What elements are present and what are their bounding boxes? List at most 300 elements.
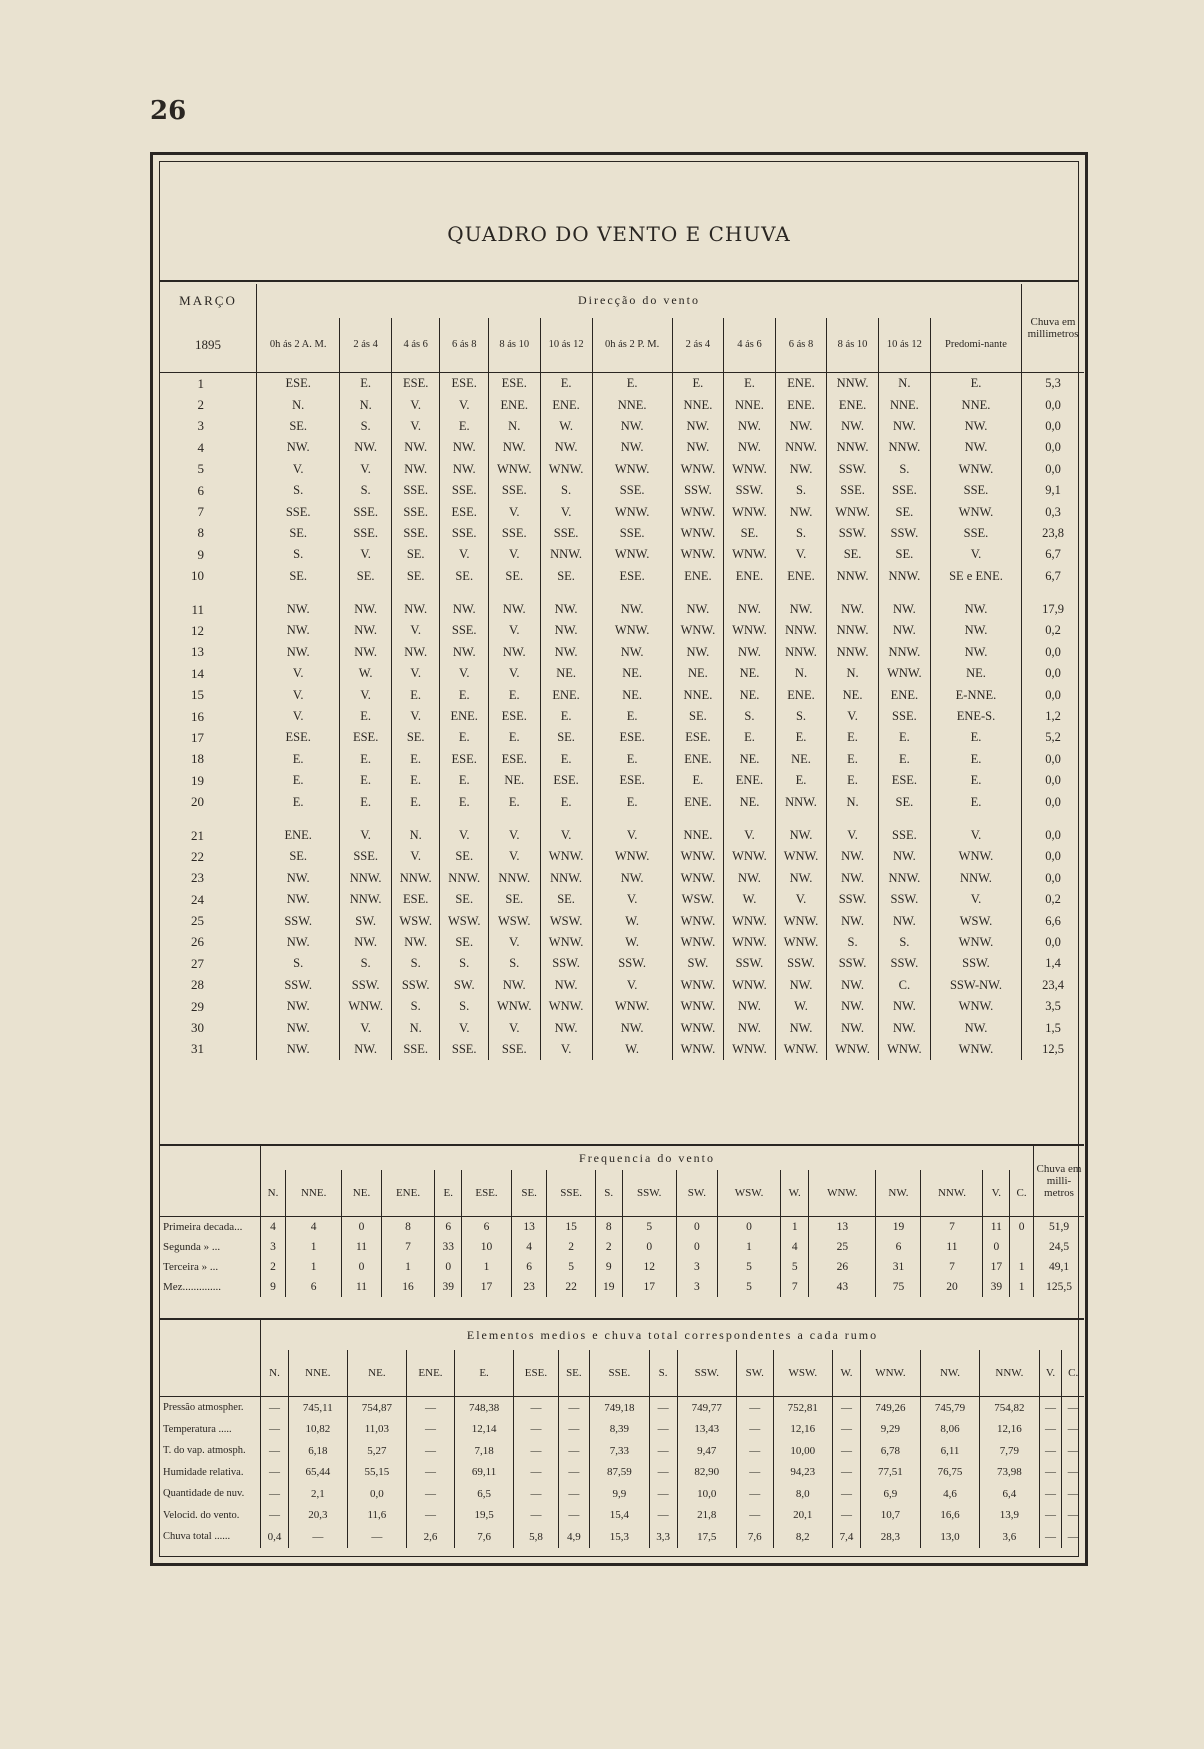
gap-cell <box>724 813 776 825</box>
freq-cell: 0 <box>676 1217 717 1238</box>
direction-cell: NNW. <box>827 620 879 641</box>
rain-cell: 6,7 <box>1022 566 1085 587</box>
direction-column-header: 8 ás 10 <box>488 318 540 373</box>
table-row <box>160 932 1084 953</box>
direction-cell: NNW. <box>488 868 540 889</box>
direction-cell: ENE. <box>775 566 827 587</box>
freq-column-header: S. <box>595 1170 622 1217</box>
direction-cell: SSW. <box>930 953 1021 974</box>
direction-cell: WNW. <box>540 996 592 1017</box>
direction-cell: SSE. <box>488 523 540 544</box>
direction-cell: E. <box>672 770 724 791</box>
direction-cell: WNW. <box>540 846 592 867</box>
direction-cell: NW. <box>775 501 827 522</box>
direction-cell: WNW. <box>488 459 540 480</box>
direction-cell: NNE. <box>930 394 1021 415</box>
freq-cell: 17 <box>983 1257 1010 1277</box>
direction-cell: E. <box>340 373 392 395</box>
gap-cell <box>340 587 392 599</box>
table-row <box>160 1277 1084 1297</box>
direction-cell: NW. <box>592 437 672 458</box>
direction-cell: W. <box>775 996 827 1017</box>
page-title: QUADRO DO VENTO E CHUVA <box>447 222 791 246</box>
direction-cell: SSW. <box>827 953 879 974</box>
direction-cell: S. <box>540 480 592 501</box>
freq-rain-cell: 24,5 <box>1034 1237 1085 1257</box>
direction-column-header: 4 ás 6 <box>724 318 776 373</box>
row-label: Mez.............. <box>163 1281 222 1293</box>
elem-cell: 13,43 <box>677 1419 736 1441</box>
elem-cell: — <box>736 1462 773 1484</box>
direction-cell: NW. <box>391 459 440 480</box>
freq-column-header: ENE. <box>381 1170 435 1217</box>
direction-cell: NW. <box>440 599 489 620</box>
elem-cell: — <box>407 1483 455 1505</box>
elem-column-header: NE. <box>347 1350 406 1397</box>
direction-cell: SSE. <box>257 501 340 522</box>
elem-column-header: SSW. <box>677 1350 736 1397</box>
elem-cell: 8,0 <box>773 1483 832 1505</box>
direction-cell: SE. <box>724 523 776 544</box>
freq-cell: 0 <box>983 1237 1010 1257</box>
direction-cell: SSW. <box>257 910 340 931</box>
direction-cell: WSW. <box>488 910 540 931</box>
freq-cell: 11 <box>342 1277 381 1297</box>
table-row <box>160 910 1084 931</box>
direction-cell: V. <box>540 501 592 522</box>
direction-cell: WNW. <box>672 523 724 544</box>
direction-cell: NW. <box>827 846 879 867</box>
elem-cell: — <box>1039 1440 1062 1462</box>
day-number: 28 <box>191 977 204 993</box>
elem-column-header: SE. <box>558 1350 590 1397</box>
direction-cell: SSE. <box>391 523 440 544</box>
elem-cell: — <box>1062 1462 1084 1484</box>
direction-cell: ESE. <box>592 727 672 748</box>
freq-cell: 0 <box>622 1237 676 1257</box>
direction-cell: E. <box>827 727 879 748</box>
table-row <box>160 889 1084 910</box>
gap-cell <box>930 587 1021 599</box>
elem-cell: — <box>407 1440 455 1462</box>
elem-cell: 9,47 <box>677 1440 736 1462</box>
elem-cell: 19,5 <box>454 1505 513 1527</box>
table-row <box>160 480 1084 501</box>
direction-cell: NW. <box>878 620 930 641</box>
direction-cell: N. <box>488 416 540 437</box>
direction-cell: S. <box>391 996 440 1017</box>
direction-cell: E. <box>391 749 440 770</box>
direction-cell: V. <box>440 825 489 846</box>
direction-cell: NW. <box>775 975 827 996</box>
direction-cell: NW. <box>257 1017 340 1038</box>
freq-cell: 31 <box>876 1257 921 1277</box>
direction-cell: E. <box>540 706 592 727</box>
rain-cell: 5,3 <box>1022 373 1085 395</box>
freq-cell: 19 <box>876 1217 921 1238</box>
direction-cell: SSW. <box>724 480 776 501</box>
direction-cell: V. <box>340 459 392 480</box>
direction-cell: NW. <box>488 642 540 663</box>
direction-cell: NW. <box>340 1039 392 1060</box>
direction-cell: SSW. <box>540 953 592 974</box>
row-label: Chuva total ...... <box>163 1531 231 1543</box>
rain-cell: 0,2 <box>1022 889 1085 910</box>
direction-cell: V. <box>488 846 540 867</box>
day-number: 2 <box>197 397 204 413</box>
freq-cell: 3 <box>676 1277 717 1297</box>
direction-cell: ESE. <box>540 770 592 791</box>
direction-cell: NW. <box>930 642 1021 663</box>
direction-cell: V. <box>488 663 540 684</box>
direction-cell: SE. <box>257 846 340 867</box>
direction-cell: SSE. <box>930 480 1021 501</box>
table-row <box>160 599 1084 620</box>
direction-column-header: 8 ás 10 <box>827 318 879 373</box>
direction-cell: E. <box>930 749 1021 770</box>
direction-cell: WNW. <box>488 996 540 1017</box>
elem-column-header: NNW. <box>980 1350 1039 1397</box>
direction-cell: E. <box>878 727 930 748</box>
direction-cell: NNE. <box>672 684 724 705</box>
direction-cell: W. <box>592 932 672 953</box>
direction-cell: SSE. <box>391 1039 440 1060</box>
direction-cell: N. <box>391 825 440 846</box>
direction-cell: E. <box>257 749 340 770</box>
direction-cell: V. <box>488 825 540 846</box>
direction-cell: WNW. <box>724 544 776 565</box>
elem-cell: — <box>407 1419 455 1441</box>
table-row <box>160 663 1084 684</box>
direction-cell: V. <box>488 501 540 522</box>
direction-cell: E. <box>488 791 540 812</box>
direction-cell: NNE. <box>672 825 724 846</box>
day-number: 29 <box>191 998 204 1014</box>
direction-cell: WNW. <box>724 846 776 867</box>
direction-cell: SSW-NW. <box>930 975 1021 996</box>
direction-cell: NW. <box>724 868 776 889</box>
direction-cell: WNW. <box>672 910 724 931</box>
elem-cell: 10,7 <box>861 1505 921 1527</box>
direction-cell: WNW. <box>724 1039 776 1060</box>
rain-cell: 6,6 <box>1022 910 1085 931</box>
direction-cell: WNW. <box>827 501 879 522</box>
table-row <box>160 770 1084 791</box>
elem-cell: — <box>514 1505 558 1527</box>
direction-cell: SW. <box>672 953 724 974</box>
table-row <box>160 501 1084 522</box>
day-number: 24 <box>191 891 204 907</box>
elem-cell: — <box>407 1505 455 1527</box>
direction-cell: E. <box>592 373 672 395</box>
direction-cell: V. <box>488 1017 540 1038</box>
freq-cell: 1 <box>381 1257 435 1277</box>
freq-column-header: NNE. <box>286 1170 342 1217</box>
direction-cell: SSE. <box>878 825 930 846</box>
direction-cell: NNW. <box>827 642 879 663</box>
rain-cell: 12,5 <box>1022 1039 1085 1060</box>
day-number: 30 <box>191 1020 204 1036</box>
day-number: 13 <box>191 644 204 660</box>
rain-cell: 23,8 <box>1022 523 1085 544</box>
elem-cell: — <box>736 1397 773 1419</box>
direction-column-header: 0h ás 2 A. M. <box>257 318 340 373</box>
direction-cell: V. <box>257 663 340 684</box>
rain-cell: 0,0 <box>1022 394 1085 415</box>
direction-cell: SSE. <box>440 620 489 641</box>
gap-cell <box>724 587 776 599</box>
direction-cell: NW. <box>724 642 776 663</box>
freq-cell: 6 <box>462 1217 512 1238</box>
direction-cell: WNW. <box>775 910 827 931</box>
elem-cell: 4,6 <box>920 1483 979 1505</box>
direction-cell: NW. <box>827 416 879 437</box>
gap-cell <box>440 587 489 599</box>
elem-cell: 2,1 <box>289 1483 348 1505</box>
direction-cell: WNW. <box>540 459 592 480</box>
direction-cell: SSE. <box>930 523 1021 544</box>
direction-cell: C. <box>878 975 930 996</box>
freq-cell: 2 <box>595 1237 622 1257</box>
elem-cell: 12,16 <box>980 1419 1039 1441</box>
direction-column-header: 6 ás 8 <box>440 318 489 373</box>
elem-cell: — <box>407 1397 455 1419</box>
direction-cell: ENE. <box>724 566 776 587</box>
direction-cell: V. <box>592 889 672 910</box>
direction-cell: E. <box>391 684 440 705</box>
table-row <box>160 1462 1084 1484</box>
direction-cell: NW. <box>440 642 489 663</box>
direction-cell: SSW. <box>878 889 930 910</box>
row-label: T. do vap. atmosph. <box>163 1445 246 1457</box>
direction-cell: NW. <box>672 599 724 620</box>
elem-corner <box>160 1319 261 1350</box>
freq-cell: 11 <box>921 1237 983 1257</box>
gap-cell <box>672 587 724 599</box>
direction-cell: NW. <box>340 932 392 953</box>
elem-cell: 3,6 <box>980 1526 1039 1548</box>
direction-cell: NW. <box>488 437 540 458</box>
gap-cell <box>827 587 879 599</box>
direction-cell: S. <box>878 932 930 953</box>
gap-cell <box>592 587 672 599</box>
direction-cell: S. <box>488 953 540 974</box>
gap-cell <box>257 813 340 825</box>
direction-cell: WSW. <box>391 910 440 931</box>
elem-cell: 7,6 <box>454 1526 513 1548</box>
freq-cell: 5 <box>717 1257 780 1277</box>
elem-cell: 748,38 <box>454 1397 513 1419</box>
freq-cell <box>1010 1237 1034 1257</box>
elem-cell: 749,18 <box>590 1397 649 1419</box>
direction-cell: SE. <box>827 544 879 565</box>
table-row <box>160 544 1084 565</box>
direction-cell: V. <box>440 1017 489 1038</box>
freq-cell: 9 <box>261 1277 286 1297</box>
direction-cell: ENE. <box>724 770 776 791</box>
year-label: 1895 <box>160 318 257 373</box>
freq-column-header: WSW. <box>717 1170 780 1217</box>
direction-cell: ENE. <box>488 394 540 415</box>
direction-cell: WNW. <box>878 663 930 684</box>
direction-cell: V. <box>340 825 392 846</box>
direction-cell: ESE. <box>878 770 930 791</box>
day-number: 15 <box>191 687 204 703</box>
direction-cell: E. <box>340 791 392 812</box>
direction-cell: NW. <box>540 1017 592 1038</box>
table-row <box>160 394 1084 415</box>
table-inner-frame <box>159 161 1082 1557</box>
direction-cell: V. <box>340 544 392 565</box>
direction-cell: NW. <box>340 437 392 458</box>
row-label: Primeira decada... <box>163 1221 243 1233</box>
gap-cell <box>488 813 540 825</box>
direction-cell: SE. <box>540 889 592 910</box>
direction-column-header: 6 ás 8 <box>775 318 827 373</box>
direction-cell: WNW. <box>592 459 672 480</box>
freq-cell: 8 <box>595 1217 622 1238</box>
table-row <box>160 825 1084 846</box>
direction-cell: N. <box>257 394 340 415</box>
direction-cell: V. <box>775 544 827 565</box>
freq-cell: 7 <box>381 1237 435 1257</box>
direction-cell: V. <box>340 684 392 705</box>
direction-cell: W. <box>340 663 392 684</box>
direction-cell: E. <box>930 791 1021 812</box>
direction-cell: SSE. <box>878 480 930 501</box>
freq-cell: 0 <box>342 1217 381 1238</box>
direction-cell: E. <box>592 706 672 727</box>
direction-cell: NW. <box>257 868 340 889</box>
elem-column-header: WNW. <box>861 1350 921 1397</box>
direction-cell: SSW. <box>340 975 392 996</box>
direction-cell: NNW. <box>340 868 392 889</box>
direction-cell: NW. <box>827 910 879 931</box>
direction-column-header: 4 ás 6 <box>391 318 440 373</box>
direction-cell: NW. <box>257 932 340 953</box>
rain-cell: 0,0 <box>1022 825 1085 846</box>
direction-cell: NW. <box>672 416 724 437</box>
direction-cell: SSW. <box>592 953 672 974</box>
direction-cell: SE. <box>391 727 440 748</box>
direction-cell: ENE. <box>672 791 724 812</box>
freq-cell: 75 <box>876 1277 921 1297</box>
day-number: 16 <box>191 708 204 724</box>
direction-cell: NW. <box>724 599 776 620</box>
direction-cell: NW. <box>827 868 879 889</box>
direction-cell: SE. <box>540 566 592 587</box>
direction-cell: NNW. <box>878 642 930 663</box>
direction-cell: SSE. <box>340 846 392 867</box>
direction-cell: E. <box>930 770 1021 791</box>
direction-cell: NW. <box>724 416 776 437</box>
row-label: Pressão atmospher. <box>163 1402 244 1414</box>
direction-cell: NW. <box>930 437 1021 458</box>
freq-cell: 4 <box>261 1217 286 1238</box>
elem-cell: — <box>736 1483 773 1505</box>
row-label: Humidade relativa. <box>163 1466 244 1478</box>
elem-cell: 6,11 <box>920 1440 979 1462</box>
elem-cell: 76,75 <box>920 1462 979 1484</box>
direction-cell: NNW. <box>827 373 879 395</box>
direction-cell: WNW. <box>672 459 724 480</box>
day-number: 3 <box>197 418 204 434</box>
direction-cell: NW. <box>391 599 440 620</box>
direction-cell: NW. <box>930 1017 1021 1038</box>
elem-column-header: WSW. <box>773 1350 832 1397</box>
direction-cell: E. <box>775 727 827 748</box>
elem-cell: — <box>261 1505 289 1527</box>
direction-cell: ENE. <box>775 684 827 705</box>
freq-cell: 4 <box>286 1217 342 1238</box>
direction-cell: WNW. <box>592 846 672 867</box>
direction-cell: ENE. <box>540 394 592 415</box>
elem-cell: — <box>649 1419 677 1441</box>
elem-cell: 0,0 <box>347 1483 406 1505</box>
freq-rain-cell: 51,9 <box>1034 1217 1085 1238</box>
direction-cell: NW. <box>775 825 827 846</box>
direction-cell: WNW. <box>592 620 672 641</box>
direction-cell: W. <box>724 889 776 910</box>
elem-cell: — <box>261 1397 289 1419</box>
direction-group-header: Direcção do vento <box>257 284 1022 318</box>
direction-cell: SE. <box>391 544 440 565</box>
direction-cell: SSW. <box>724 953 776 974</box>
direction-cell: ENE. <box>775 373 827 395</box>
direction-column-header: 2 ás 4 <box>672 318 724 373</box>
freq-cell: 4 <box>511 1237 546 1257</box>
table-row <box>160 953 1084 974</box>
direction-cell: SE. <box>488 889 540 910</box>
direction-cell: NW. <box>488 975 540 996</box>
direction-cell: NW. <box>257 889 340 910</box>
freq-cell: 0 <box>717 1217 780 1238</box>
gap-cell <box>440 813 489 825</box>
table-row <box>160 523 1084 544</box>
direction-cell: ENE. <box>540 684 592 705</box>
direction-cell: V. <box>440 394 489 415</box>
elem-column-header: SSE. <box>590 1350 649 1397</box>
direction-cell: E. <box>540 373 592 395</box>
direction-cell: S. <box>775 523 827 544</box>
direction-cell: E. <box>592 791 672 812</box>
elem-cell: 7,79 <box>980 1440 1039 1462</box>
table-row <box>160 846 1084 867</box>
freq-column-header: E. <box>435 1170 462 1217</box>
elem-cell: — <box>736 1440 773 1462</box>
freq-cell: 7 <box>921 1257 983 1277</box>
elem-cell: 12,16 <box>773 1419 832 1441</box>
direction-cell: SSW. <box>672 480 724 501</box>
day-number: 4 <box>197 439 204 455</box>
direction-cell: ESE. <box>391 889 440 910</box>
direction-cell: E. <box>724 727 776 748</box>
direction-cell: WSW. <box>440 910 489 931</box>
direction-cell: WNW. <box>672 996 724 1017</box>
direction-cell: NNW. <box>775 791 827 812</box>
day-number: 7 <box>197 504 204 520</box>
elem-cell: — <box>1062 1440 1084 1462</box>
direction-cell: S. <box>257 544 340 565</box>
day-number: 21 <box>191 827 204 843</box>
direction-cell: ESE. <box>488 749 540 770</box>
direction-cell: NW. <box>878 910 930 931</box>
elem-cell: — <box>1062 1505 1084 1527</box>
direction-cell: NE. <box>775 749 827 770</box>
direction-cell: E. <box>440 416 489 437</box>
direction-cell: N. <box>878 373 930 395</box>
direction-cell: WNW. <box>724 910 776 931</box>
